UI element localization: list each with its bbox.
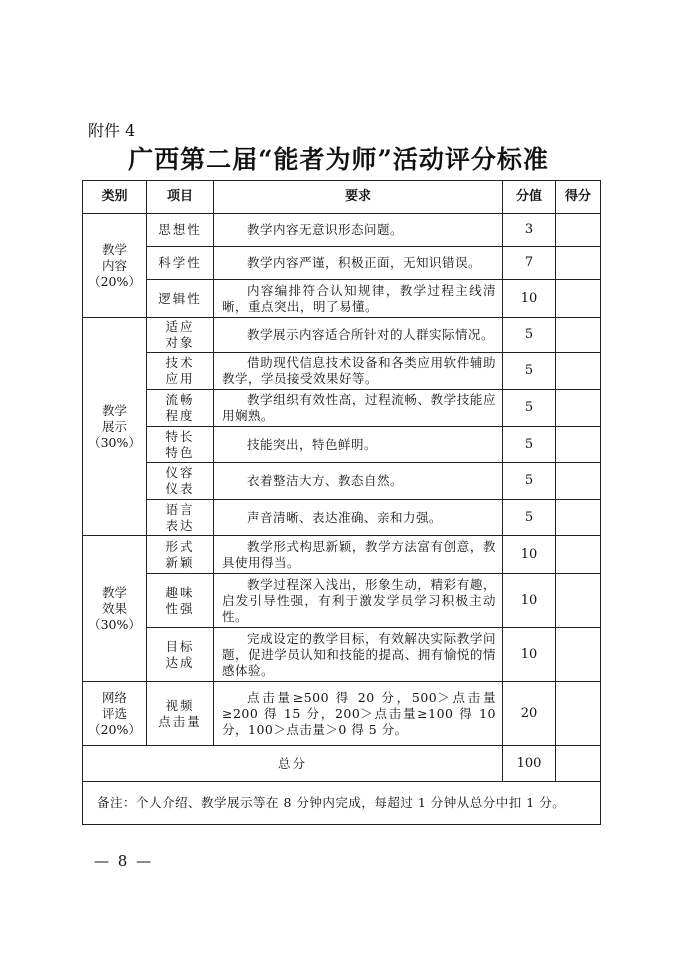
item-line: 科学性: [158, 255, 202, 270]
requirement-cell: [214, 682, 503, 746]
value-cell: 3: [503, 214, 556, 247]
score-cell: [556, 247, 601, 280]
table-row: [83, 247, 601, 280]
score-cell: [556, 574, 601, 628]
requirement-text: 完成设定的教学目标，有效解决实际教学问题，促进学员认知和技能的提高、拥有愉悦的情感体验。: [222, 630, 496, 678]
item-line: 仪表: [165, 481, 195, 496]
table-row: [83, 318, 601, 353]
category-line: 网络: [101, 689, 127, 705]
score-cell: [556, 353, 601, 390]
item-cell: [147, 247, 214, 280]
table-row: [83, 628, 601, 682]
table-row: [83, 682, 601, 746]
value-cell: 10: [503, 574, 556, 628]
total-value: 100: [503, 746, 556, 782]
requirement-cell: [214, 390, 503, 427]
item-cell: [147, 390, 214, 427]
requirement-text: 教学组织有效性高，过程流畅、教学技能应用娴熟。: [222, 392, 496, 423]
item-cell: [147, 536, 214, 574]
item-cell: [147, 353, 214, 390]
header-score: 得分: [556, 181, 601, 214]
category-line: 教学: [101, 584, 127, 600]
requirement-cell: [214, 463, 503, 500]
score-cell: [556, 390, 601, 427]
requirement-cell: [214, 574, 503, 628]
category-line: 效果: [101, 600, 127, 616]
category-cell: [83, 536, 147, 682]
requirement-cell: [214, 353, 503, 390]
category-cell: [83, 214, 147, 318]
value-cell: 5: [503, 427, 556, 463]
item-line: 仪容: [165, 465, 195, 480]
category-line: 展示: [101, 418, 127, 434]
value-cell: 5: [503, 318, 556, 353]
item-cell: [147, 463, 214, 500]
table-body: [83, 214, 601, 746]
value-cell: 5: [503, 353, 556, 390]
item-line: 特长: [165, 428, 195, 444]
value-cell: 20: [503, 682, 556, 746]
table-row: [83, 536, 601, 574]
table-row: [83, 280, 601, 318]
item-cell: [147, 214, 214, 247]
item-line: 逻辑性: [158, 290, 202, 306]
item-line: 语言: [165, 501, 195, 517]
item-line: 趣味: [165, 584, 195, 600]
category-line: 教学: [101, 241, 127, 257]
category-line: （30%）: [88, 616, 141, 632]
requirement-text: 借助现代信息技术设备和各类应用软件辅助教学，学员接受效果好等。: [222, 355, 496, 386]
item-cell: [147, 628, 214, 682]
category-line: （20%）: [88, 273, 141, 289]
category-line: 内容: [101, 257, 127, 273]
requirement-cell: [214, 536, 503, 574]
requirement-text: 技能突出，特色鲜明。: [247, 436, 378, 452]
table-row: [83, 353, 601, 390]
value-cell: 5: [503, 500, 556, 536]
table-header-row: [83, 181, 601, 214]
note-row: [83, 782, 601, 825]
requirement-cell: [214, 427, 503, 463]
header-value: 分值: [503, 181, 556, 214]
item-line: 流畅: [165, 392, 195, 407]
score-cell: [556, 427, 601, 463]
requirement-text: 声音清晰、表达准确、亲和力强。: [247, 509, 443, 525]
requirement-text: 内容编排符合认知规律，教学过程主线清晰，重点突出，明了易懂。: [222, 282, 496, 314]
item-line: 点击量: [158, 713, 202, 729]
value-cell: 10: [503, 280, 556, 318]
requirement-cell: [214, 628, 503, 682]
header-requirement: 要求: [214, 181, 503, 214]
category-line: 教学: [101, 402, 127, 418]
note-text: 备注：个人介绍、教学展示等在 8 分钟内完成，每超过 1 分钟从总分中扣 1 分。: [83, 782, 601, 825]
requirement-text: 衣着整洁大方、教态自然。: [247, 473, 404, 488]
value-cell: 7: [503, 247, 556, 280]
category-line: 评选: [101, 705, 127, 721]
score-cell: [556, 682, 601, 746]
page-title: 广西第二届“能者为师”活动评分标准: [128, 145, 549, 174]
item-line: 新颖: [165, 554, 195, 570]
total-score-cell: [556, 746, 601, 782]
requirement-text: 教学内容无意识形态问题。: [247, 222, 404, 237]
category-line: （30%）: [88, 434, 141, 450]
table-row: [83, 574, 601, 628]
value-cell: 10: [503, 628, 556, 682]
item-line: 技术: [165, 355, 195, 370]
item-line: 特色: [165, 444, 195, 460]
item-line: 形式: [165, 538, 195, 554]
score-cell: [556, 214, 601, 247]
score-cell: [556, 463, 601, 500]
requirement-text: 教学形式构思新颖，教学方法富有创意，教具使用得当。: [222, 538, 496, 570]
header-category: 类别: [83, 181, 147, 214]
table-row: [83, 390, 601, 427]
score-cell: [556, 500, 601, 536]
page-number: — 8 —: [94, 852, 154, 870]
total-label: 总分: [83, 746, 503, 782]
item-cell: [147, 682, 214, 746]
attachment-label: 附件 4: [88, 121, 136, 140]
requirement-text: 教学过程深入浅出，形象生动，精彩有趣，启发引导性强，有利于激发学员学习积极主动性。: [222, 576, 496, 624]
scoring-table: [82, 180, 601, 825]
item-cell: [147, 500, 214, 536]
table-row: [83, 500, 601, 536]
category-cell: [83, 682, 147, 746]
table-row: [83, 214, 601, 247]
total-row: [83, 746, 601, 782]
value-cell: 5: [503, 390, 556, 427]
requirement-cell: [214, 280, 503, 318]
header-item: 项目: [147, 181, 214, 214]
value-cell: 5: [503, 463, 556, 500]
item-line: 目标: [165, 638, 195, 654]
item-line: 对象: [165, 335, 195, 350]
item-line: 性强: [165, 600, 195, 616]
score-cell: [556, 536, 601, 574]
category-cell: [83, 318, 147, 536]
table-row: [83, 427, 601, 463]
item-cell: [147, 427, 214, 463]
requirement-cell: [214, 247, 503, 280]
value-cell: 10: [503, 536, 556, 574]
item-cell: [147, 280, 214, 318]
item-line: 表达: [165, 517, 195, 533]
category-line: （20%）: [88, 721, 141, 737]
item-line: 适应: [165, 319, 195, 334]
score-cell: [556, 280, 601, 318]
requirement-cell: [214, 500, 503, 536]
requirement-cell: [214, 318, 503, 353]
item-line: 程度: [165, 408, 195, 423]
score-cell: [556, 628, 601, 682]
item-cell: [147, 318, 214, 353]
item-line: 思想性: [158, 222, 202, 237]
item-line: 视频: [165, 697, 195, 713]
table-row: [83, 463, 601, 500]
requirement-text: 教学内容严谨，积极正面，无知识错误。: [247, 255, 482, 270]
item-line: 达成: [165, 654, 195, 670]
item-line: 应用: [165, 371, 195, 386]
requirement-text: 点击量≥500 得 20 分，500＞点击量≥200 得 15 分，200＞点击量≥100 得 10 分，100＞点击量＞0 得 5 分。: [222, 689, 496, 737]
score-cell: [556, 318, 601, 353]
requirement-text: 教学展示内容适合所针对的人群实际情况。: [247, 327, 495, 342]
requirement-cell: [214, 214, 503, 247]
item-cell: [147, 574, 214, 628]
